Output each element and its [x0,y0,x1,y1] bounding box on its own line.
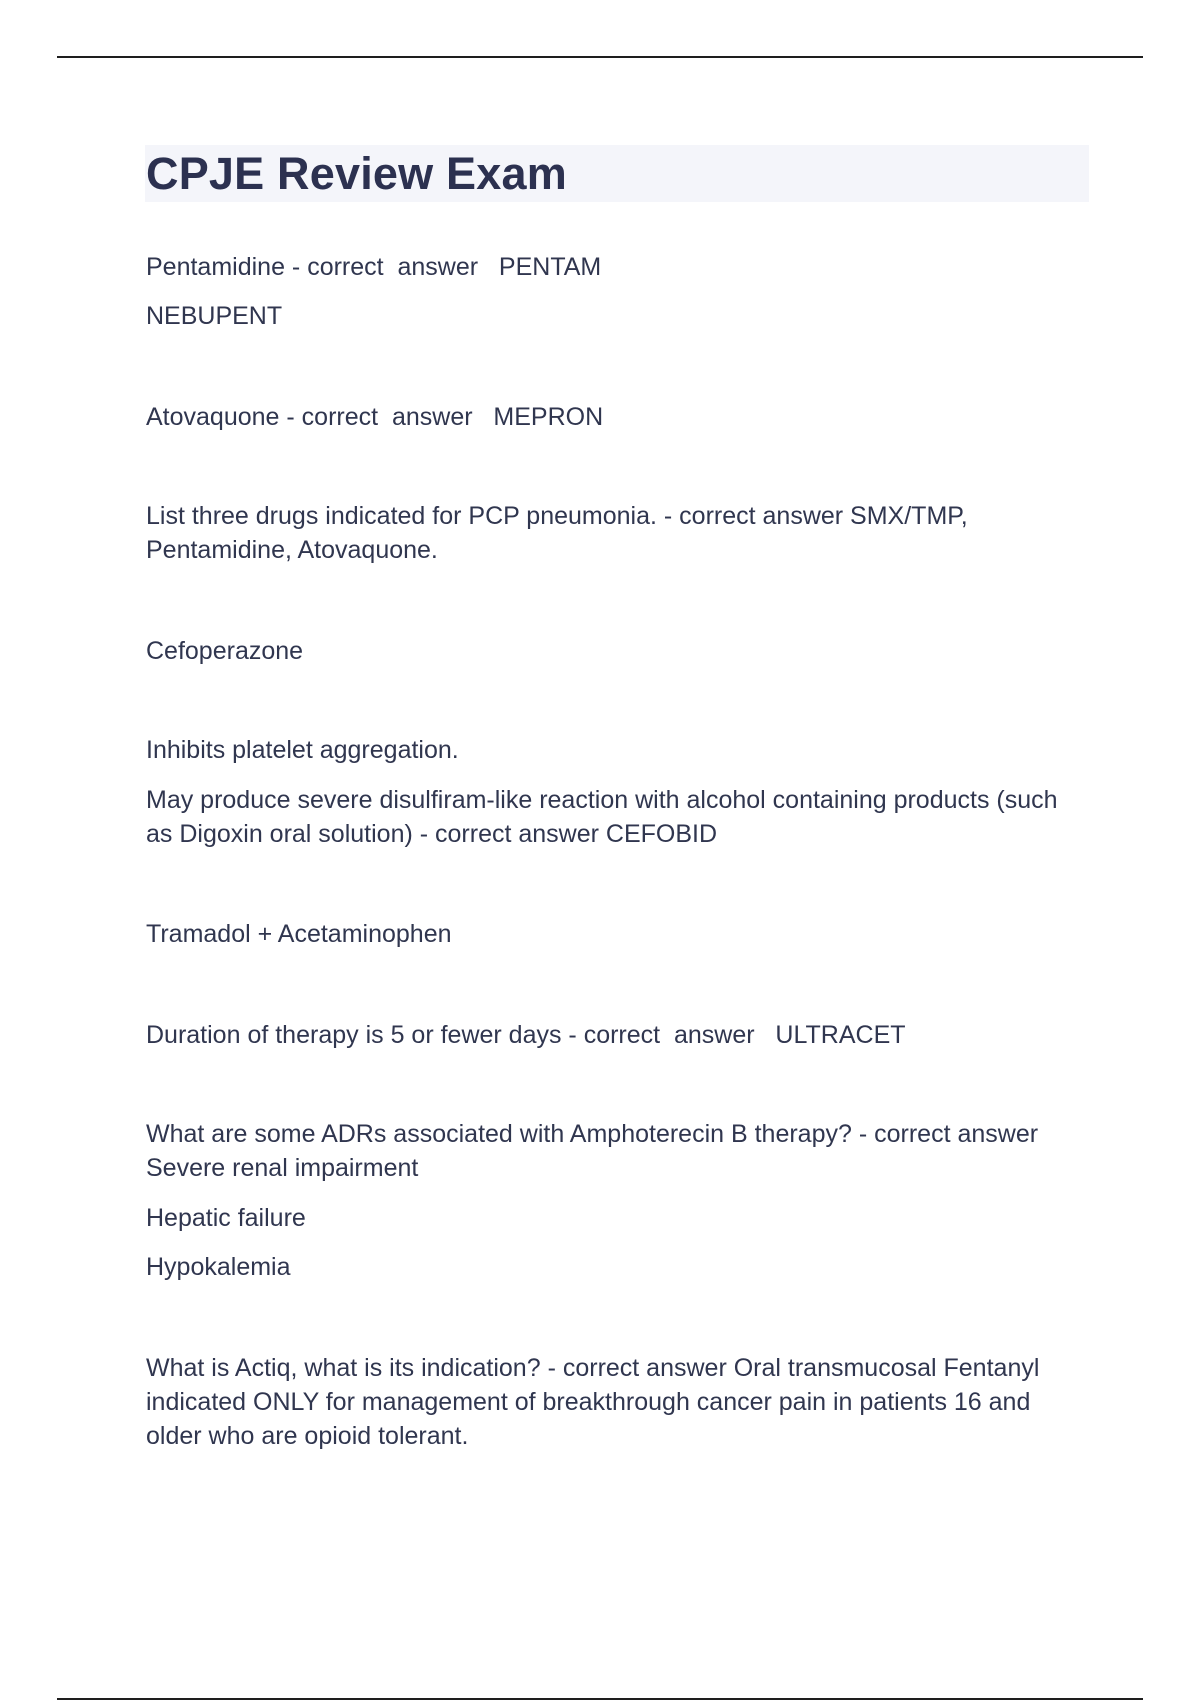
qa-cefoperazone-line-1: Inhibits platelet aggregation. [146,736,459,764]
qa-tramadol-answer: Duration of therapy is 5 or fewer days - correct answer ULTRACET [146,1021,906,1049]
qa-pentamidine-continued: NEBUPENT [146,302,283,330]
qa-amphotericin-hypokalemia: Hypokalemia [146,1253,291,1281]
top-rule [57,56,1143,58]
qa-tramadol-heading: Tramadol + Acetaminophen [146,920,452,948]
qa-cefoperazone-heading: Cefoperazone [146,637,304,665]
qa-cefoperazone-line-2: May produce severe disulfiram-like reaction with alcohol containing products (such as Digoxin oral solution) - correct answer CEFOBID [146,786,1058,848]
qa-amphotericin: What are some ADRs associated with Amphoterecin B therapy? - correct answer Severe renal impairment [146,1120,1039,1182]
qa-pentamidine: Pentamidine - correct answer PENTAM [146,253,602,281]
qa-pcp-pneumonia: List three drugs indicated for PCP pneumonia. - correct answer SMX/TMP, Pentamidine, Atovaquone. [146,502,968,564]
qa-amphotericin-hepatic: Hepatic failure [146,1204,306,1232]
page-title: CPJE Review Exam [146,148,567,199]
qa-actiq: What is Actiq, what is its indication? - correct answer Oral transmucosal Fentanyl indicated ONLY for management of breakthrough cancer pain in patients 16 and older who are opioid tolerant. [146,1354,1040,1450]
qa-atovaquone: Atovaquone - correct answer MEPRON [146,403,604,431]
